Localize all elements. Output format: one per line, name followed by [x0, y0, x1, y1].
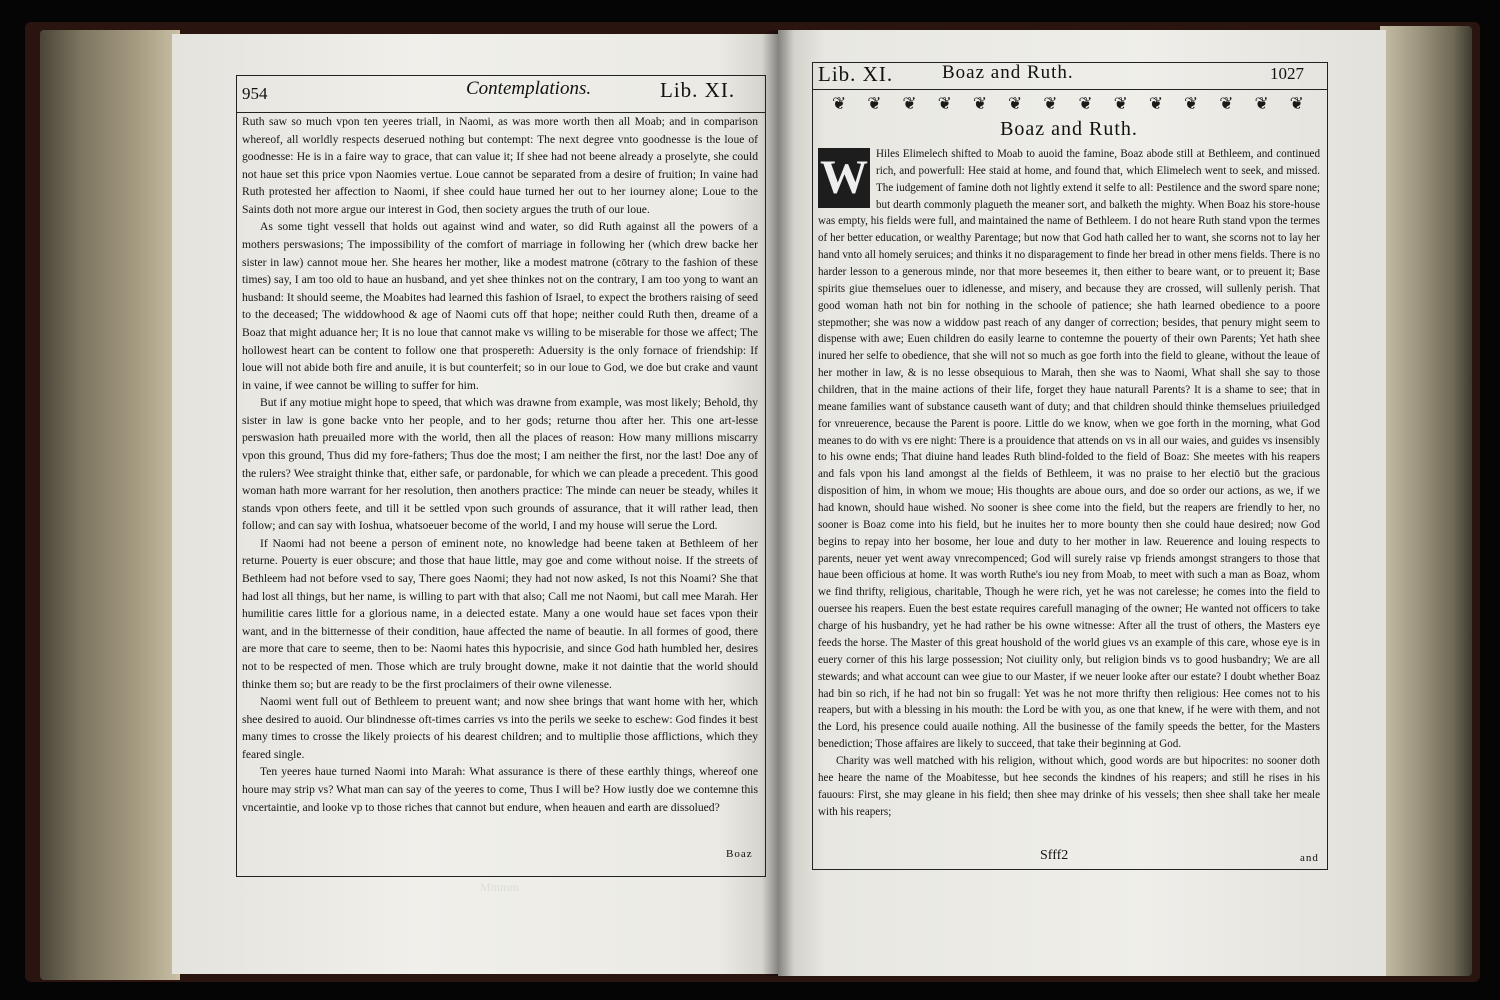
left-folio: 954	[242, 84, 268, 103]
right-body-text	[818, 146, 1320, 820]
right-head-rule	[813, 89, 1327, 90]
fleuron-icon: ❦	[1148, 94, 1164, 113]
right-paragraph-2: Charity was well matched with his religion, without which, good words are but hipocrites: no sooner doth hee heare the name of the Moabitesse, but hee seconds the kindnes of his reapers; and still he rises in his fauours: First, she may gleane in his field; then shee may drinke of his vessels; then shee shall take her meale with his reapers;	[818, 754, 1320, 818]
fleuron-icon: ❦	[1043, 94, 1058, 113]
decorated-initial: W	[818, 148, 870, 208]
ornament-border	[832, 93, 1304, 115]
fleuron-icon: ❦	[972, 94, 988, 113]
fleuron-icon: ❦	[1008, 94, 1023, 113]
left-paragraph-5: Naomi went full out of Bethleem to preuent want; and now shee brings that want home with her, which shee desired to auoid. Our blindnesse oft-times carries vs into the perils we seeke to eschew: God findes it best many times to crosse the likely proiects of his dearest children; and to multiplie those afflictions, which they feared single.	[242, 695, 758, 761]
right-page-edges	[1380, 26, 1472, 976]
section-title: Boaz and Ruth.	[1000, 118, 1138, 140]
left-running-head: Contemplations.	[466, 78, 592, 99]
right-paragraph-1: Hiles Elimelech shifted to Moab to auoid the famine, Boaz abode still at Bethleem, and continued rich, and powerfull: Hee staid at home, and found that, which Elimelech went to seek, and missed. The iudgement of famine doth not lightly extend it selfe to all: Pestilence and the sword spare none; but dearth commonly plagueth the meaner sort, and balketh the mighty. When Boaz his store-house was empty, his fields were full, and maintained the name of Bethleem. I do not heare Ruth stand vpon the termes of her better education, or wealthy Parentage; but now that God hath called her to want, she scorns not to lay her hand vnto all homely seruices; and thinks it no disparagement to finde her bread in other mens fields. There is no harder lesson to a generous minde, nor that more beseemes it, then either to beare want, or to preuent it; Base spirits giue themselues ouer to idlenesse, and misery, and because they are crossed, will sullenly perish. That good woman hath not bin for nothing in the schoole of patience; she hath learned obedience to a poore stepmother; she was now a widdow past reach of any danger of correction; besides, that penury might seem to dispense with awe; Euen children do easily learne to contemne the pouerty of their own Parents; Yet hath shee inured her selfe to obedience, that she will not so much as goe forth into the field to gleane, without the leaue of her mother in law, & is no lesse obsequious to Marah, then she was to Naomi, What shall she say to those children, that in the maine actions of their life, forget they haue naturall Parents? It is a shame to see; that in meane families want of substance causeth want of duty; and that children should thinke themselues priuiledged for vnreuerence, because the Parent is poore. Little do we know, when we goe forth in the morning, what God meanes to do with vs ere night: There is a prouidence that attends on vs in all our waies, and guides vs insensibly to his owne ends; That diuine hand leades Ruth blind-folded to the field of Boaz: She meetes with his reapers and fals vpon his land amongst al the fields of Bethleem, it was no praise to her electiō but the gracious disposition of him, in whom we moue; His thoughts are aboue ours, and doe so order our actions, as we, if we had known, should haue wished. No sooner is shee come into the field, but the reapers are friendly to her, no sooner is Boaz come into his field, but he inuites her to more bounty then she could haue desired; now God begins to repay into her bosome, her loue and duty to her mother in law. Reuerence and louing respects to parents, neuer yet went away vnrecompenced; God will surely raise vp friends amongst strangers to those that haue been officious at home. It was worth Ruthe's iou ney from Moab, to meet with such a man as Boaz, whom we find thrifty, religious, charitable, Though he were rich, yet he was not carelesse; he comes into the field to ouersee his reapers. Euen the best estate requires carefull managing of the owner; He wanted not officers to take charge of his husbandry, yet he had rather be his owne witnesse: After all the trust of others, the Masters eye feeds the horse. The Master of this great houshold of the world giues vs an example of this care, whose eye is in euery corner of this his large possession; Not ciuility only, but religion binds vs to good husbandry; We are all stewards; and what account can wee giue to our Master, if we neuer looke after our estate? I doubt whether Boaz had bin so rich, if he had not bin so frugall: Yet was he not more thrifty then religious: Hee comes not to his reapers, but with a blessing in his mouth: the Lord be with you, as one that knew, if he were with them, and not the Lord, his presence could auaile nothing. All the businesse of the family speeds the better, for the Masters benediction; Those affaires are likely to succeed, that take their beginning at God.	[818, 148, 1320, 751]
right-running-head: Boaz and Ruth.	[942, 62, 1074, 83]
left-page-edges	[40, 30, 180, 980]
fleuron-icon: ❦	[1078, 94, 1093, 113]
fleuron-icon: ❦	[1184, 94, 1199, 113]
fleuron-icon: ❦	[1219, 94, 1234, 113]
book-gutter	[762, 30, 794, 976]
right-catchword: and	[1300, 852, 1319, 864]
left-paragraph-3: But if any motiue might hope to speed, that which was drawne from example, was most likely; Behold, thy sister in law is gone backe vnto her people, and to her gods; returne thou after her. This one art-lesse perswasion hath preuailed more with the world, then all the places of reason: How many millions miscarry vpon this ground, Thus did my fore-fathers; Thus doe the most; I am neither the first, nor the last! Doe any of the rulers? Wee straight thinke that, either safe, or pardonable, for which we can pleade a precedent. This good woman hath more warrant for her resolution, then anothers practice: The minde can neuer be steady, whiles it stands vpon others feete, and till it be settled vpon such grounds of assurance, that it will rather lead, then follow; and can say with Ioshua, whatsoeuer become of the world, I and my house will serue the Lord.	[242, 396, 758, 533]
fleuron-icon: ❦	[937, 94, 952, 113]
left-paragraph-4: If Naomi had not beene a person of eminent note, no knowledge had beene taken at Bethleem of her returne. Pouerty is euer obscure; and those that haue little, may goe and come without noise. If the streets of Bethleem had not before vsed to say, There goes Naomi; they had not now asked, Is not this Noami? She that had lost all things, but her name, is willing to part with that also; Call me not Naomi, but call mee Marah. Her humilitie cares little for a glorious name, in a deiected estate. Many a one would haue set faces vpon their want, and in the bitternesse of their condition, haue affected the name of beautie. In all formes of good, there are more that care to seeme, then to be: Naomi hates this hypocrisie, and since God hath humbled her, desires not to be respected of men. Those which are truly brought downe, make it not daintie that the world should thinke them so; but are ready to be the first proclaimers of their owne vilenesse.	[242, 536, 758, 691]
fleuron-icon: ❦	[1254, 94, 1269, 113]
fleuron-icon: ❦	[902, 94, 917, 113]
fleuron-icon: ❦	[1289, 94, 1304, 113]
left-body-text	[242, 113, 758, 816]
left-paragraph-6: Ten yeeres haue turned Naomi into Marah: What assurance is there of these earthly things, whereof one houre may strip vs? What man can say of the yeeres to come, Thus I will be? How iustly doe we contemne this vncertaintie, and looke vp to those riches that cannot but endure, when heauen and earth are dissolued?	[242, 765, 758, 814]
left-signature: Mmmm	[480, 880, 519, 894]
fleuron-icon: ❦	[1113, 94, 1128, 113]
right-folio: 1027	[1270, 64, 1304, 83]
left-paragraph-2: As some tight vessell that holds out against wind and water, so did Ruth against all the powers of a mothers perswasions; The impossibility of the comfort of marriage in following her (which drew backe her sister in law) cannot moue her. She heares her mother, like a modest matrone (cōtrary to the fashion of these times) say, I am too old to haue an husband, and yet shee thinkes not on the contrary, I am too yong to want an husband: It should seeme, the Moabites had learned this fashion of Israel, to expect the brothers raising of seed to the deceased; The widdowhood & age of Naomi cuts off that hope; neither could Ruth then, dreame of a Boaz that might aduance her; It is no loue that cannot make vs willing to be miserable for those we affect; The hollowest heart can be content to follow one that prospereth: Aduersity is the only fornace of friendship: If loue will not abide both fire and anuile, it is but counterfeit; so in our loue to God, we doe but crake and vaunt in vaine, if wee cannot be willing to suffer for him.	[242, 220, 758, 392]
right-book-label: Lib. XI.	[818, 62, 894, 86]
left-book-label: Lib. XI.	[660, 78, 736, 102]
fleuron-icon: ❦	[867, 94, 882, 113]
fleuron-icon: ❦	[832, 94, 847, 113]
left-catchword: Boaz	[726, 848, 753, 860]
right-signature: Sfff2	[1040, 848, 1069, 863]
left-paragraph-1: Ruth saw so much vpon ten yeeres triall, in Naomi, as was more worth then all Moab; and in comparison whereof, all worldly respects deserued nothing but contempt: The next degree vnto goodnesse is the loue of goodnesse: He is in a faire way to grace, that can value it; If shee had not beene already a proselyte, she could not haue set this price vpon Naomies vertue. Loue cannot be separated from a desire of fruition; In vaine had Ruth protested her affection to Naomi, if shee could haue turned her out to her iourney alone; Loue to the Saints doth not more argue our interest in God, then society argues the truth of our loue.	[242, 115, 758, 216]
